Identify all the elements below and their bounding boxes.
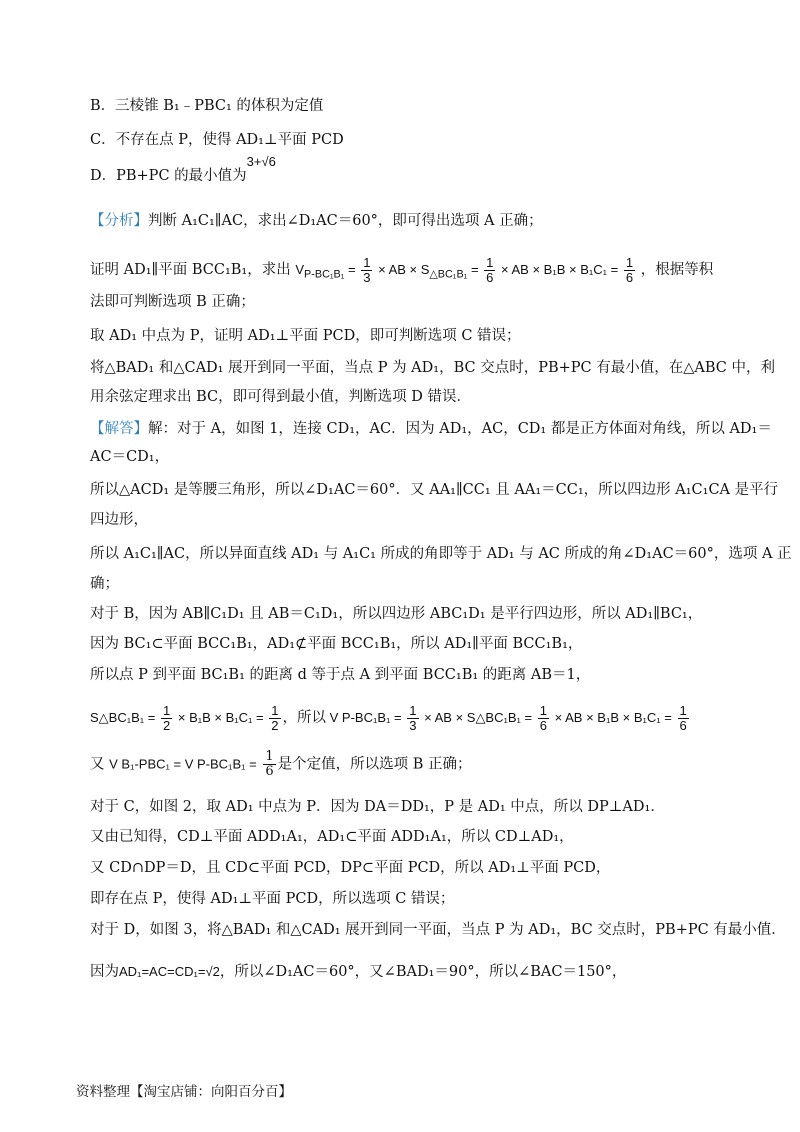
fraction-1-6d — [678, 704, 689, 733]
frac-num: 1 — [271, 703, 279, 718]
analysis-text-2: 证明 AD₁∥平面 BCC₁B₁，求出 — [90, 261, 291, 278]
solution-line-8: 因为 BC₁⊂平面 BCC₁B₁，AD₁⊄平面 BCC₁B₁，所以 AD₁∥平面 BCC₁B₁， — [90, 636, 583, 652]
frac-den: 3 — [409, 718, 417, 733]
solution-line-14: 又 CD∩DP＝D，且 CD⊂平面 PCD，DP⊂平面 PCD，所以 AD₁⊥平面 PCD， — [90, 860, 611, 876]
fraction-1-3 — [361, 256, 372, 285]
fraction-1-3b — [407, 704, 418, 733]
frac-den: 6 — [265, 764, 274, 779]
frac-den: 2 — [163, 718, 171, 733]
analysis-text-1: 判断 A₁C₁∥AC，求出∠D₁AC＝60°，即可得出选项 A 正确； — [148, 213, 543, 229]
analysis-tag: 【分析】 — [90, 213, 148, 229]
volume-mid: × AB × S△BC₁B₁ = — [424, 709, 533, 725]
frac-den: 6 — [625, 270, 634, 285]
frac-num: 1 — [265, 749, 274, 764]
solution-line-9: 所以点 P 到平面 BC₁B₁ 的距离 d 等于点 A 到平面 BCC₁B₁ 的距离 AB＝1， — [90, 667, 591, 683]
because-text: 因为 — [90, 964, 119, 980]
fraction-1-6e — [263, 750, 275, 779]
area-mid: × B₁B × B₁C₁ = — [177, 709, 264, 725]
formula-sub: △BC₁B₁ — [429, 268, 468, 281]
solution-line-7: 对于 B，因为 AB∥C₁D₁ 且 AB＝C₁D₁，所以四边形 ABC₁D₁ 是平行四边形，所以 AD₁∥BC₁， — [90, 606, 703, 622]
solution-line-4: 四边形， — [90, 512, 148, 528]
option-d — [90, 154, 276, 186]
again-text: 又 — [90, 756, 105, 773]
option-d-text: D．PB+PC 的最小值为 — [90, 168, 247, 184]
fraction-1-6c — [538, 704, 549, 733]
volume-formula: $V_{P-BC_1B_1}$ = $\frac{1}{3}$ × AB × $S_{\triangle BC_1B_1}$ = $\frac{1}{6}$ × AB × B₁B × B₁C₁ = $\frac{1}{6}$ — [295, 255, 634, 285]
fraction-1-2b — [269, 704, 280, 733]
equal-segments: AD₁=AC=CD₁= — [119, 964, 206, 979]
fraction-1-2 — [161, 704, 172, 733]
formula-mid: AB × S — [388, 261, 430, 277]
solution-line-13: 又由已知得，CD⊥平面 ADD₁A₁，AD₁⊂平面 ADD₁A₁，所以 CD⊥AD₁， — [90, 829, 574, 845]
solution-line-15: 即存在点 P，使得 AD₁⊥平面 PCD，所以选项 C 错误； — [90, 891, 455, 907]
solution-line-6: 确； — [90, 576, 119, 592]
frac-num: 1 — [363, 255, 371, 270]
solution-line-5: 所以 A₁C₁∥AC，所以异面直线 AD₁ 与 A₁C₁ 所成的角即等于 AD₁ 与 AC 所成的角∠D₁AC＝60°，选项 A 正 — [90, 546, 792, 562]
area-s: S△BC₁B₁ = — [90, 709, 156, 725]
volume-v: V P-BC₁B₁ = — [329, 709, 402, 725]
frac-num: 1 — [539, 703, 548, 718]
solution-line-11 — [90, 750, 471, 779]
frac-den: 6 — [679, 718, 687, 733]
frac-num: 1 — [679, 703, 687, 718]
frac-den: 6 — [539, 718, 548, 733]
fraction-1-6 — [484, 256, 495, 285]
solution-line-1 — [90, 419, 772, 439]
frac-num: 1 — [163, 703, 171, 718]
v-symbol: V — [295, 261, 305, 277]
option-b: B．三棱锥 B₁﹣PBC₁ 的体积为定值 — [90, 98, 324, 114]
frac-den: 6 — [486, 270, 494, 285]
solution-line-17 — [90, 962, 626, 982]
angle-text: ，所以∠D₁AC＝60°，又∠BAD₁＝90°，所以∠BAC＝150°， — [219, 964, 627, 980]
solution-line-16: 对于 D，如图 3，将△BAD₁ 和△CAD₁ 展开到同一平面，当点 P 为 AD₁，BC 交点时，PB+PC 有最小值． — [90, 922, 786, 938]
analysis-line-3: 法即可判断选项 B 正确； — [90, 294, 255, 310]
frac-den: 2 — [271, 718, 279, 733]
frac-num: 1 — [486, 255, 494, 270]
analysis-line-5: 将△BAD₁ 和△CAD₁ 展开到同一平面，当点 P 为 AD₁，BC 交点时，PB+PC 有最小值，在△ABC 中，利 — [90, 360, 775, 376]
frac-num: 1 — [409, 703, 417, 718]
solution-text-1: 解：对于 A，如图 1，连接 CD₁，AC．因为 AD₁，AC，CD₁ 都是正方体面对角线，所以 AD₁＝ — [148, 421, 772, 437]
option-d-value: 3+√6 — [246, 154, 276, 169]
frac-num: 1 — [625, 255, 634, 270]
solution-line-10 — [90, 704, 691, 733]
volume-end: × AB × B₁B × B₁C₁ = — [554, 709, 672, 725]
analysis-line-2 — [90, 256, 713, 285]
volume-equality: V B₁-PBC₁ = V P-BC₁B₁ = — [109, 756, 257, 772]
solution-line-2: AC＝CD₁， — [90, 449, 170, 465]
fraction-1-6b — [624, 256, 635, 285]
footer-source: 资料整理【淘宝店铺：向阳百分百】 — [76, 1084, 292, 1100]
frac-den: 3 — [363, 270, 371, 285]
option-c: C．不存在点 P，使得 AD₁⊥平面 PCD — [90, 132, 344, 148]
analysis-text-2b: ，根据等积 — [640, 261, 714, 278]
solution-line-12: 对于 C，如图 2，取 AD₁ 中点为 P．因为 DA＝DD₁，P 是 AD₁ 中点，所以 DP⊥AD₁． — [90, 799, 665, 815]
solution-line-3: 所以△ACD₁ 是等腰三角形，所以∠D₁AC＝60°．又 AA₁∥CC₁ 且 AA₁＝CC₁，所以四边形 A₁C₁CA 是平行 — [90, 482, 779, 498]
formula-end: × AB × B₁B × B₁C₁ = — [501, 261, 619, 277]
sqrt-two: √2 — [205, 964, 220, 979]
v-subscript: P-BC₁B₁ — [304, 268, 345, 281]
analysis-line-4: 取 AD₁ 中点为 P，证明 AD₁⊥平面 PCD，即可判断选项 C 错误； — [90, 328, 521, 344]
so-text: ，所以 — [282, 709, 327, 726]
conclusion-b: 是个定值，所以选项 B 正确； — [277, 756, 472, 773]
analysis-line-6: 用余弦定理求出 BC，即可得到最小值，判断选项 D 错误． — [90, 389, 471, 405]
solution-tag: 【解答】 — [90, 421, 148, 437]
analysis-line-1 — [90, 211, 543, 231]
